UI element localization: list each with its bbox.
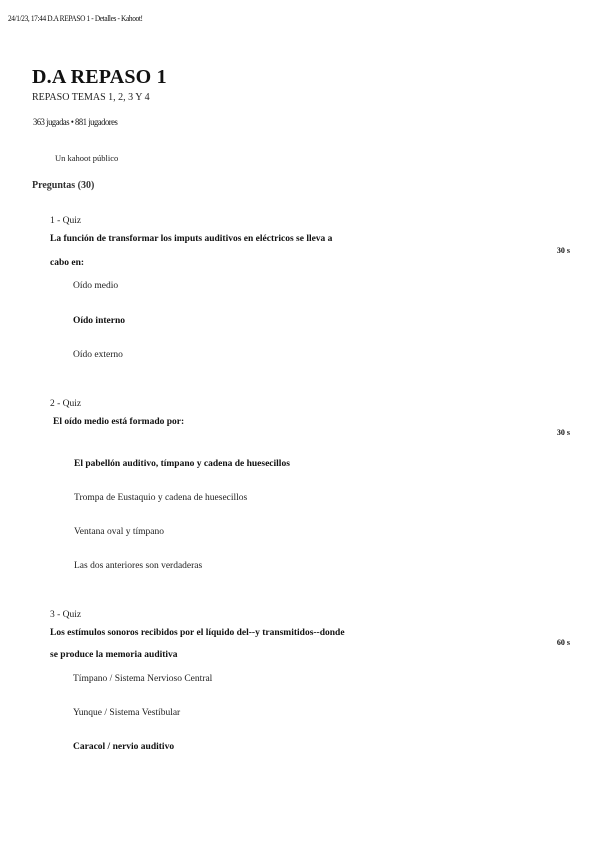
answer-option: Yunque / Sistema Vestíbular xyxy=(73,708,181,718)
answer-option-correct: El pabellón auditivo, tímpano y cadena de huesecillos xyxy=(74,459,290,469)
answer-option: Oído externo xyxy=(73,350,123,360)
question-label: 3 - Quiz xyxy=(50,610,82,620)
answer-option-correct: Oído interno xyxy=(73,316,125,326)
kahoot-visibility: Un kahoot público xyxy=(55,153,119,163)
kahoot-title: D.A REPASO 1 xyxy=(32,66,167,88)
kahoot-stats: 363 jugadas • 881 jugadores xyxy=(33,118,118,128)
question-text-line: El oído medio está formado por: xyxy=(53,417,185,427)
question-label: 1 - Quiz xyxy=(50,216,82,226)
question-text-line: Los estímulos sonoros recibidos por el líquido del--y transmitidos--donde xyxy=(50,628,345,638)
answer-option: Las dos anteriores son verdaderas xyxy=(74,561,203,571)
answer-option: Trompa de Eustaquio y cadena de huesecillos xyxy=(74,493,248,503)
kahoot-subtitle: REPASO TEMAS 1, 2, 3 Y 4 xyxy=(32,92,150,103)
question-label: 2 - Quiz xyxy=(50,399,82,409)
answer-option: Oído medio xyxy=(73,281,119,291)
print-header: 24/1/23, 17:44 D.A REPASO 1 - Detalles - Kahoot! xyxy=(8,14,143,23)
question-text-line: cabo en: xyxy=(50,258,85,268)
question-time-limit: 60 s xyxy=(556,638,570,647)
question-text-line: se produce la memoria auditiva xyxy=(50,650,178,660)
question-time-limit: 30 s xyxy=(556,428,570,437)
answer-option-correct: Caracol / nervio auditivo xyxy=(73,742,175,752)
question-text-line: La función de transformar los imputs auditivos en eléctricos se lleva a xyxy=(50,234,333,244)
question-time-limit: 30 s xyxy=(556,246,570,255)
answer-option: Tímpano / Sistema Nervioso Central xyxy=(73,674,213,684)
questions-heading: Preguntas (30) xyxy=(32,180,95,191)
answer-option: Ventana oval y tímpano xyxy=(74,527,164,537)
